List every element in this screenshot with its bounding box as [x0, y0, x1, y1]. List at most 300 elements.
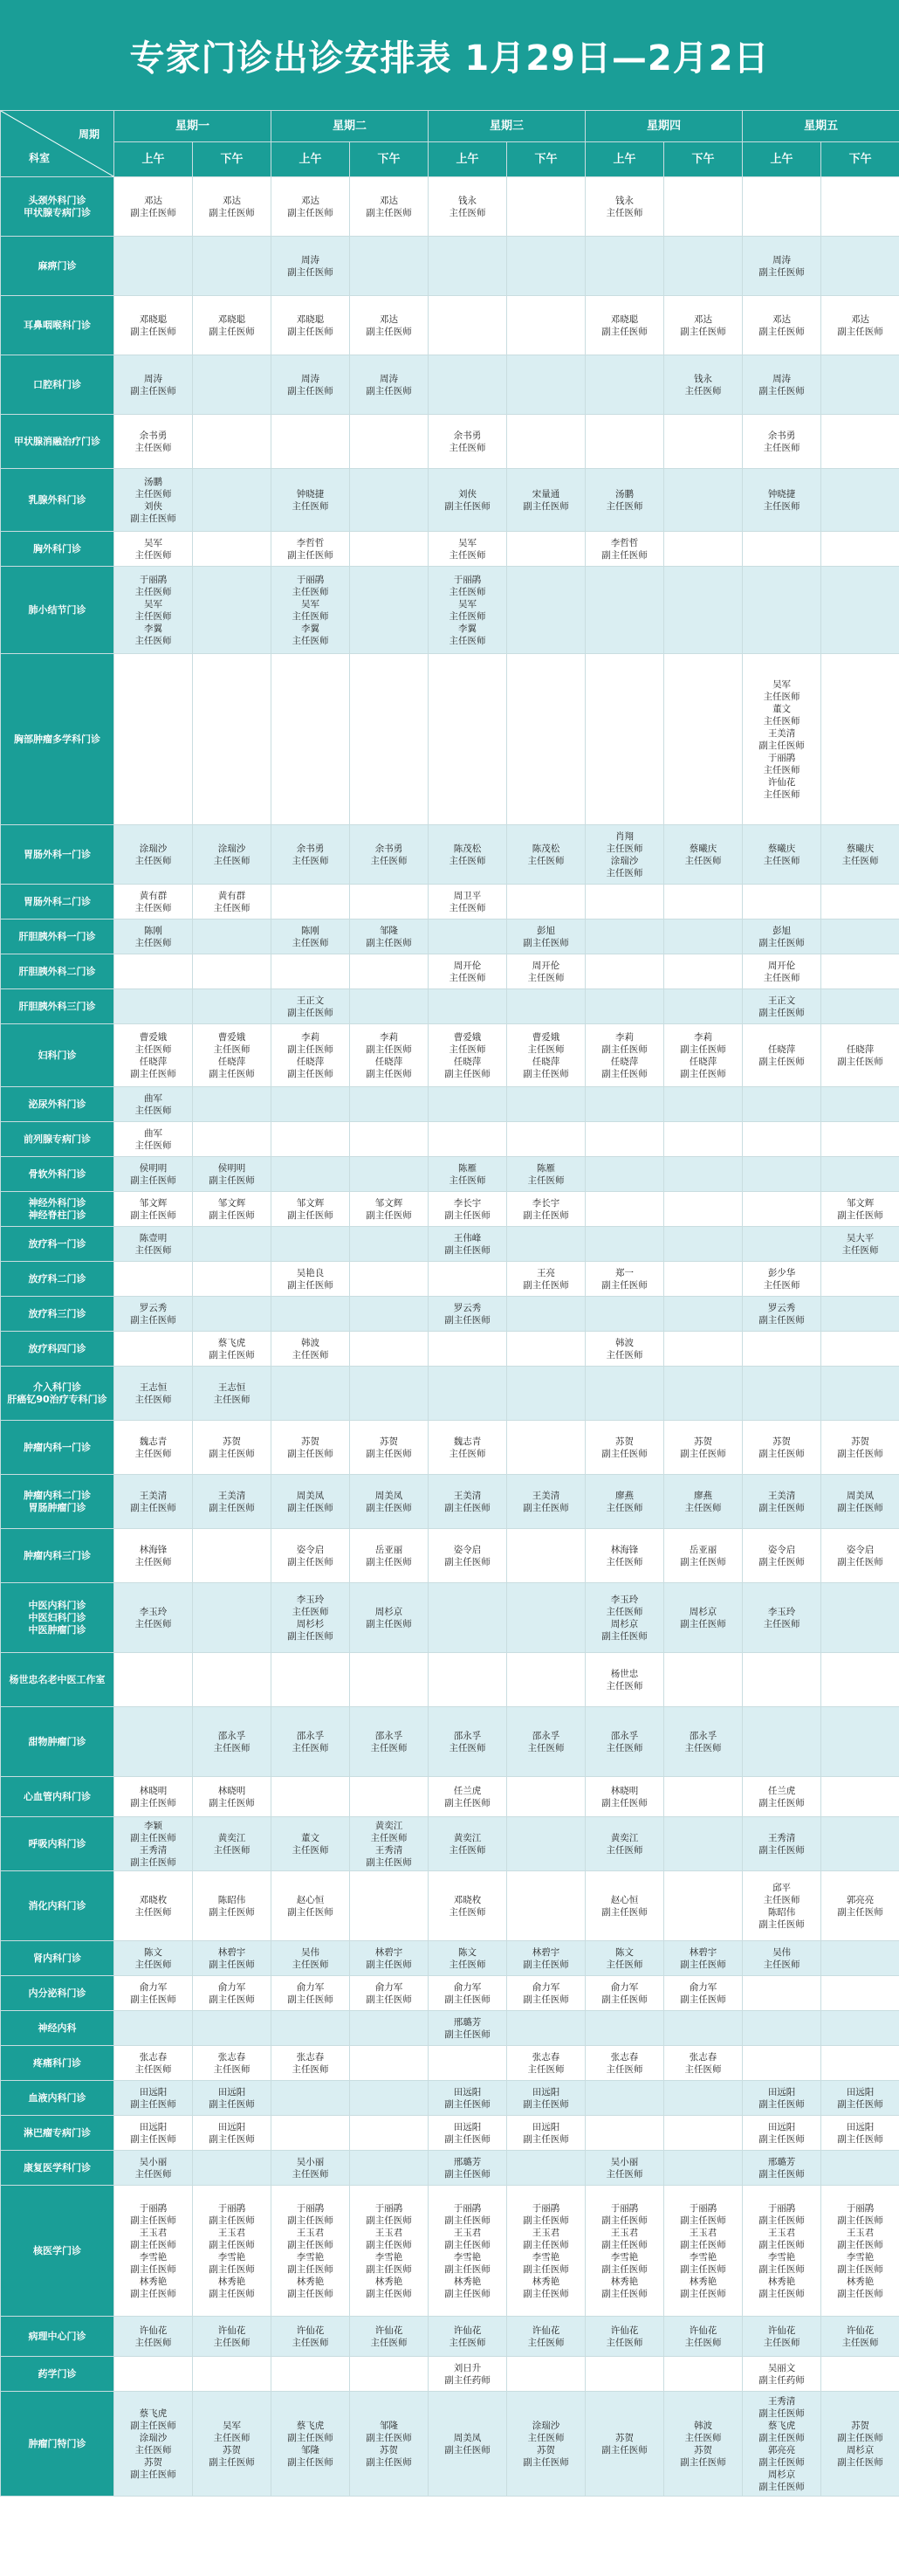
schedule-cell: 陈茂松 主任医师 [507, 825, 586, 885]
schedule-cell: 邓晓枚 主任医师 [114, 1871, 193, 1941]
schedule-cell [743, 1653, 821, 1707]
schedule-cell: 邓达 副主任医师 [193, 177, 271, 237]
schedule-cell [193, 954, 271, 989]
schedule-cell: 俞力军 副主任医师 [507, 1976, 586, 2011]
department-name: 介入科门诊 肝癌钇90治疗专科门诊 [1, 1367, 114, 1421]
schedule-cell: 于丽鹃 副主任医师 王玉君 副主任医师 李雪艳 副主任医师 林秀艳 副主任医师 [271, 2186, 350, 2317]
schedule-cell [586, 2357, 664, 2392]
department-name: 肝胆胰外科一门诊 [1, 920, 114, 954]
department-name: 血液内科门诊 [1, 2081, 114, 2116]
schedule-cell: 汤鹏 主任医师 [586, 469, 664, 532]
schedule-cell [586, 2116, 664, 2151]
schedule-cell [193, 532, 271, 567]
schedule-cell: 韩波 主任医师 [586, 1332, 664, 1367]
schedule-cell [507, 989, 586, 1024]
schedule-cell [507, 177, 586, 237]
schedule-cell [821, 469, 899, 532]
schedule-cell [664, 2081, 743, 2116]
schedule-cell: 许仙花 主任医师 [743, 2317, 821, 2357]
schedule-cell [193, 1529, 271, 1583]
table-row [1, 355, 899, 415]
schedule-cell [664, 177, 743, 237]
day-header: 星期二 [271, 111, 429, 142]
schedule-cell: 李玉玲 主任医师 [743, 1583, 821, 1653]
department-name: 肝胆胰外科三门诊 [1, 989, 114, 1024]
schedule-cell [193, 1583, 271, 1653]
am-header: 上午 [743, 142, 821, 177]
schedule-cell: 王正文 副主任医师 [271, 989, 350, 1024]
schedule-cell: 苏贺 副主任医师 [743, 1421, 821, 1475]
department-name: 肿瘤内科二门诊 胃肠肿瘤门诊 [1, 1475, 114, 1529]
schedule-cell: 王美清 副主任医师 [743, 1475, 821, 1529]
schedule-cell: 于丽鹃 主任医师 吴军 主任医师 李翼 主任医师 [429, 567, 507, 654]
schedule-cell [507, 1332, 586, 1367]
schedule-cell: 俞力军 副主任医师 [114, 1976, 193, 2011]
schedule-cell: 李玉玲 主任医师 [114, 1583, 193, 1653]
schedule-cell [821, 1297, 899, 1332]
schedule-cell [664, 1227, 743, 1262]
schedule-cell [271, 1157, 350, 1192]
schedule-cell [271, 1367, 350, 1421]
schedule-cell: 于丽鹃 副主任医师 王玉君 副主任医师 李雪艳 副主任医师 林秀艳 副主任医师 [586, 2186, 664, 2317]
schedule-cell [114, 954, 193, 989]
schedule-cell: 王伟峰 副主任医师 [429, 1227, 507, 1262]
schedule-cell [507, 1087, 586, 1122]
schedule-cell [664, 1332, 743, 1367]
schedule-cell: 王美清 副主任医师 [429, 1475, 507, 1529]
schedule-cell [193, 355, 271, 415]
schedule-cell [821, 954, 899, 989]
schedule-cell [664, 1192, 743, 1227]
schedule-cell [507, 1529, 586, 1583]
schedule-cell: 邵永孚 主任医师 [429, 1707, 507, 1777]
schedule-cell [350, 1653, 429, 1707]
page-title: 专家门诊出诊安排表 1月29日—2月2日 [0, 0, 899, 110]
schedule-cell: 俞力军 副主任医师 [271, 1976, 350, 2011]
department-name: 骨软外科门诊 [1, 1157, 114, 1192]
schedule-cell [429, 1653, 507, 1707]
pm-header: 下午 [507, 142, 586, 177]
schedule-cell: 于丽鹃 副主任医师 王玉君 副主任医师 李雪艳 副主任医师 林秀艳 副主任医师 [193, 2186, 271, 2317]
schedule-cell [507, 1297, 586, 1332]
schedule-cell [271, 1297, 350, 1332]
schedule-cell: 张志春 主任医师 [507, 2046, 586, 2081]
schedule-cell [743, 2011, 821, 2046]
schedule-cell: 涂瑞沙 主任医师 [114, 825, 193, 885]
department-name: 泌尿外科门诊 [1, 1087, 114, 1122]
schedule-cell [114, 1262, 193, 1297]
department-name: 放疗科四门诊 [1, 1332, 114, 1367]
schedule-cell: 许仙花 主任医师 [507, 2317, 586, 2357]
schedule-cell: 李长宇 副主任医师 [507, 1192, 586, 1227]
department-name: 胸部肿瘤多学科门诊 [1, 654, 114, 825]
schedule-cell [271, 1227, 350, 1262]
schedule-cell [429, 989, 507, 1024]
schedule-cell [114, 237, 193, 296]
table-row [1, 2317, 899, 2357]
schedule-cell [507, 296, 586, 355]
department-name: 心血管内科门诊 [1, 1777, 114, 1817]
schedule-cell [821, 1332, 899, 1367]
schedule-cell [743, 1227, 821, 1262]
schedule-cell: 田远阳 副主任医师 [821, 2116, 899, 2151]
schedule-cell [114, 654, 193, 825]
schedule-cell: 苏贺 副主任医师 周杉京 副主任医师 [821, 2392, 899, 2497]
schedule-cell [743, 1087, 821, 1122]
schedule-cell [664, 2011, 743, 2046]
schedule-cell [743, 885, 821, 920]
schedule-cell: 王美清 副主任医师 [193, 1475, 271, 1529]
schedule-cell: 蔡飞虎 副主任医师 [193, 1332, 271, 1367]
schedule-cell [350, 1262, 429, 1297]
schedule-cell: 蔡曦庆 主任医师 [821, 825, 899, 885]
schedule-cell [507, 355, 586, 415]
corner-dept-label: 科室 [29, 152, 51, 164]
table-row [1, 415, 899, 469]
schedule-cell: 张志春 主任医师 [114, 2046, 193, 2081]
schedule-cell [586, 2011, 664, 2046]
schedule-cell: 姿令启 副主任医师 [821, 1529, 899, 1583]
schedule-cell [586, 415, 664, 469]
schedule-cell [114, 2357, 193, 2392]
schedule-cell [350, 885, 429, 920]
schedule-cell: 许仙花 主任医师 [821, 2317, 899, 2357]
schedule-cell: 田远阳 副主任医师 [114, 2081, 193, 2116]
schedule-cell [821, 1122, 899, 1157]
department-name: 药学门诊 [1, 2357, 114, 2392]
schedule-cell [664, 1087, 743, 1122]
schedule-cell: 张志春 主任医师 [193, 2046, 271, 2081]
schedule-cell: 吴丽文 副主任药师 [743, 2357, 821, 2392]
schedule-cell: 许仙花 主任医师 [429, 2317, 507, 2357]
schedule-cell: 田远阳 副主任医师 [429, 2116, 507, 2151]
schedule-cell [114, 989, 193, 1024]
department-name: 呼吸内科门诊 [1, 1817, 114, 1871]
schedule-cell [586, 954, 664, 989]
schedule-cell [743, 1367, 821, 1421]
schedule-cell [586, 654, 664, 825]
schedule-cell [350, 567, 429, 654]
schedule-cell [821, 920, 899, 954]
department-name: 甲状腺消融治疗门诊 [1, 415, 114, 469]
schedule-cell: 李莉 副主任医师 任晓萍 副主任医师 [350, 1024, 429, 1087]
schedule-cell: 吴艳良 副主任医师 [271, 1262, 350, 1297]
schedule-cell: 曹爱娥 主任医师 任晓萍 副主任医师 [193, 1024, 271, 1087]
schedule-cell: 陈雁 主任医师 [429, 1157, 507, 1192]
schedule-cell [507, 1871, 586, 1941]
schedule-cell [350, 415, 429, 469]
schedule-cell: 邵永孚 主任医师 [193, 1707, 271, 1777]
schedule-cell: 于丽鹃 副主任医师 王玉君 副主任医师 李雪艳 副主任医师 林秀艳 副主任医师 [507, 2186, 586, 2317]
schedule-cell [664, 1817, 743, 1871]
schedule-cell [821, 654, 899, 825]
schedule-cell: 田远阳 副主任医师 [429, 2081, 507, 2116]
schedule-cell: 林晓明 副主任医师 [193, 1777, 271, 1817]
schedule-cell: 周美凤 副主任医师 [429, 2392, 507, 2497]
schedule-cell: 周涛 副主任医师 [743, 237, 821, 296]
table-row [1, 2392, 899, 2497]
schedule-cell [271, 2011, 350, 2046]
day-header: 星期五 [743, 111, 899, 142]
schedule-cell: 周美凤 副主任医师 [821, 1475, 899, 1529]
schedule-cell: 罗云秀 副主任医师 [114, 1297, 193, 1332]
department-name: 肿瘤内科三门诊 [1, 1529, 114, 1583]
department-name: 肿瘤内科一门诊 [1, 1421, 114, 1475]
schedule-cell [821, 532, 899, 567]
schedule-cell [586, 237, 664, 296]
schedule-cell: 邓达 副主任医师 [821, 296, 899, 355]
schedule-cell: 邵永孚 主任医师 [350, 1707, 429, 1777]
schedule-cell: 黄有群 主任医师 [114, 885, 193, 920]
department-name: 疼痛科门诊 [1, 2046, 114, 2081]
schedule-cell [743, 177, 821, 237]
schedule-cell: 陈刚 主任医师 [114, 920, 193, 954]
schedule-cell: 余书勇 主任医师 [271, 825, 350, 885]
schedule-cell [350, 654, 429, 825]
table-row [1, 2186, 899, 2317]
schedule-cell: 郑一 副主任医师 [586, 1262, 664, 1297]
schedule-cell: 余书勇 主任医师 [350, 825, 429, 885]
schedule-cell: 李长宇 副主任医师 [429, 1192, 507, 1227]
schedule-cell [271, 2081, 350, 2116]
schedule-cell [271, 954, 350, 989]
schedule-cell [664, 2116, 743, 2151]
schedule-cell: 邵永孚 主任医师 [664, 1707, 743, 1777]
schedule-cell [743, 1707, 821, 1777]
schedule-cell [350, 2046, 429, 2081]
schedule-cell: 田远阳 副主任医师 [821, 2081, 899, 2116]
schedule-cell [743, 532, 821, 567]
schedule-cell [429, 1583, 507, 1653]
department-name: 杨世忠名老中医工作室 [1, 1653, 114, 1707]
schedule-cell [350, 989, 429, 1024]
schedule-cell [193, 237, 271, 296]
schedule-cell [821, 1653, 899, 1707]
schedule-cell: 曹爱娥 主任医师 任晓萍 副主任医师 [507, 1024, 586, 1087]
schedule-cell [429, 355, 507, 415]
schedule-cell: 曹爱娥 主任医师 任晓萍 副主任医师 [429, 1024, 507, 1087]
department-name: 康复医学科门诊 [1, 2151, 114, 2186]
department-name: 神经外科门诊 神经脊柱门诊 [1, 1192, 114, 1227]
schedule-cell: 李颖 副主任医师 王秀清 副主任医师 [114, 1817, 193, 1871]
department-name: 中医内科门诊 中医妇科门诊 中医肿瘤门诊 [1, 1583, 114, 1653]
schedule-cell: 陈茂松 主任医师 [429, 825, 507, 885]
schedule-cell: 于丽鹃 副主任医师 王玉君 副主任医师 李雪艳 副主任医师 林秀艳 副主任医师 [743, 2186, 821, 2317]
corner-header [1, 111, 114, 177]
schedule-cell [507, 654, 586, 825]
schedule-cell: 邓晓聪 副主任医师 [114, 296, 193, 355]
schedule-cell [350, 2116, 429, 2151]
schedule-cell: 彭旭 副主任医师 [507, 920, 586, 954]
schedule-cell [350, 2081, 429, 2116]
table-row [1, 1227, 899, 1262]
schedule-cell [664, 989, 743, 1024]
schedule-cell [114, 1332, 193, 1367]
schedule-cell: 田远阳 副主任医师 [193, 2116, 271, 2151]
schedule-cell [821, 2357, 899, 2392]
table-row [1, 1297, 899, 1332]
department-name: 核医学门诊 [1, 2186, 114, 2317]
am-header: 上午 [429, 142, 507, 177]
schedule-cell [193, 415, 271, 469]
schedule-cell: 侯明明 副主任医师 [193, 1157, 271, 1192]
schedule-cell [821, 1262, 899, 1297]
table-row [1, 1367, 899, 1421]
schedule-cell [193, 2357, 271, 2392]
schedule-cell [193, 1122, 271, 1157]
department-name: 头颈外科门诊 甲状腺专病门诊 [1, 177, 114, 237]
schedule-cell [350, 1777, 429, 1817]
schedule-cell [271, 1087, 350, 1122]
table-row [1, 1421, 899, 1475]
schedule-cell [664, 415, 743, 469]
schedule-cell [193, 469, 271, 532]
schedule-cell [821, 355, 899, 415]
schedule-cell: 蔡飞虎 副主任医师 涂瑞沙 主任医师 苏贺 副主任医师 [114, 2392, 193, 2497]
pm-header: 下午 [193, 142, 271, 177]
schedule-cell [821, 1976, 899, 2011]
department-name: 淋巴瘤专病门诊 [1, 2116, 114, 2151]
schedule-cell: 曲军 主任医师 [114, 1087, 193, 1122]
schedule-cell [350, 1332, 429, 1367]
schedule-cell [664, 885, 743, 920]
department-name: 前列腺专病门诊 [1, 1122, 114, 1157]
schedule-cell [114, 2011, 193, 2046]
table-row [1, 1583, 899, 1653]
schedule-cell: 涂瑞沙 主任医师 苏贺 副主任医师 [507, 2392, 586, 2497]
schedule-cell: 周卫平 主任医师 [429, 885, 507, 920]
schedule-cell: 周开伦 主任医师 [743, 954, 821, 989]
schedule-cell [586, 1192, 664, 1227]
schedule-cell: 于丽鹃 主任医师 吴军 主任医师 李翼 主任医师 [271, 567, 350, 654]
schedule-cell [271, 654, 350, 825]
table-row [1, 1262, 899, 1297]
schedule-cell: 林海锋 主任医师 [586, 1529, 664, 1583]
schedule-cell [193, 989, 271, 1024]
schedule-cell: 钟晓捷 主任医师 [271, 469, 350, 532]
table-row [1, 885, 899, 920]
schedule-cell: 王秀清 副主任医师 蔡飞虎 副主任医师 郭亮亮 副主任医师 周杉京 副主任医师 [743, 2392, 821, 2497]
schedule-cell: 杨世忠 主任医师 [586, 1653, 664, 1707]
schedule-cell: 任晓萍 副主任医师 [821, 1024, 899, 1087]
schedule-cell: 田远阳 副主任医师 [114, 2116, 193, 2151]
schedule-cell: 王志恒 主任医师 [193, 1367, 271, 1421]
schedule-cell [193, 1087, 271, 1122]
schedule-cell: 吴伟 主任医师 [271, 1941, 350, 1976]
schedule-cell: 李莉 副主任医师 任晓萍 副主任医师 [271, 1024, 350, 1087]
schedule-cell: 邵永孚 主任医师 [271, 1707, 350, 1777]
table-row [1, 1653, 899, 1707]
schedule-cell: 黄有群 主任医师 [193, 885, 271, 920]
schedule-cell: 苏贺 副主任医师 [821, 1421, 899, 1475]
schedule-cell: 陈昭伟 副主任医师 [193, 1871, 271, 1941]
schedule-cell: 蔡曦庆 主任医师 [743, 825, 821, 885]
schedule-cell [429, 1122, 507, 1157]
schedule-cell [743, 567, 821, 654]
schedule-cell: 吴小丽 主任医师 [586, 2151, 664, 2186]
schedule-cell: 许仙花 主任医师 [114, 2317, 193, 2357]
schedule-cell: 李哲哲 副主任医师 [586, 532, 664, 567]
schedule-cell: 吴军 主任医师 [429, 532, 507, 567]
schedule-cell: 任晓萍 副主任医师 [743, 1024, 821, 1087]
schedule-cell: 田远阳 副主任医师 [507, 2116, 586, 2151]
table-row [1, 920, 899, 954]
schedule-cell [429, 654, 507, 825]
department-name: 胃肠外科一门诊 [1, 825, 114, 885]
schedule-cell [114, 1707, 193, 1777]
schedule-cell [193, 2011, 271, 2046]
schedule-cell: 林碧宇 副主任医师 [664, 1941, 743, 1976]
schedule-cell: 田远阳 副主任医师 [193, 2081, 271, 2116]
am-header: 上午 [114, 142, 193, 177]
schedule-cell [350, 2011, 429, 2046]
schedule-cell [664, 1871, 743, 1941]
schedule-cell: 邹文辉 副主任医师 [350, 1192, 429, 1227]
table-row [1, 1475, 899, 1529]
schedule-cell [586, 1122, 664, 1157]
schedule-cell: 张志春 主任医师 [586, 2046, 664, 2081]
schedule-cell: 吴军 主任医师 [114, 532, 193, 567]
schedule-cell: 邢璐芳 副主任医师 [429, 2151, 507, 2186]
schedule-cell [507, 1227, 586, 1262]
schedule-cell [350, 1871, 429, 1941]
schedule-cell: 邓达 副主任医师 [350, 177, 429, 237]
schedule-cell [664, 1653, 743, 1707]
schedule-cell [350, 1122, 429, 1157]
schedule-cell: 邵永孚 主任医师 [586, 1707, 664, 1777]
pm-header: 下午 [664, 142, 743, 177]
schedule-cell [821, 1583, 899, 1653]
schedule-cell [664, 2151, 743, 2186]
schedule-cell [271, 2357, 350, 2392]
schedule-cell: 王正文 副主任医师 [743, 989, 821, 1024]
day-header: 星期一 [114, 111, 271, 142]
schedule-cell [743, 1332, 821, 1367]
schedule-cell [821, 2151, 899, 2186]
schedule-cell: 蔡曦庆 主任医师 [664, 825, 743, 885]
schedule-cell: 宋量通 副主任医师 [507, 469, 586, 532]
schedule-cell: 邱平 主任医师 陈昭伟 副主任医师 [743, 1871, 821, 1941]
schedule-cell: 林碧宇 副主任医师 [507, 1941, 586, 1976]
schedule-cell: 俞力军 副主任医师 [429, 1976, 507, 2011]
schedule-cell: 邓达 副主任医师 [114, 177, 193, 237]
schedule-cell: 廖燕 主任医师 [664, 1475, 743, 1529]
schedule-cell: 钱永 主任医师 [664, 355, 743, 415]
schedule-cell [507, 2151, 586, 2186]
schedule-cell [664, 2357, 743, 2392]
schedule-cell: 邹隆 副主任医师 苏贺 副主任医师 [350, 2392, 429, 2497]
schedule-cell [271, 1122, 350, 1157]
schedule-cell: 赵心恒 副主任医师 [586, 1871, 664, 1941]
schedule-cell [350, 2151, 429, 2186]
schedule-cell: 魏志青 主任医师 [114, 1421, 193, 1475]
am-header: 上午 [586, 142, 664, 177]
schedule-cell [114, 1653, 193, 1707]
schedule-cell: 邓达 副主任医师 [664, 296, 743, 355]
schedule-cell: 田远阳 副主任医师 [743, 2116, 821, 2151]
schedule-cell [664, 237, 743, 296]
table-row [1, 2011, 899, 2046]
schedule-cell: 田远阳 副主任医师 [743, 2081, 821, 2116]
schedule-cell: 彭少华 主任医师 [743, 1262, 821, 1297]
table-row [1, 1976, 899, 2011]
pm-header: 下午 [350, 142, 429, 177]
schedule-cell: 林晓明 副主任医师 [114, 1777, 193, 1817]
schedule-cell: 黄奕江 主任医师 [193, 1817, 271, 1871]
schedule-cell: 俞力军 副主任医师 [350, 1976, 429, 2011]
department-name: 神经内科 [1, 2011, 114, 2046]
schedule-cell: 俞力军 副主任医师 [193, 1976, 271, 2011]
